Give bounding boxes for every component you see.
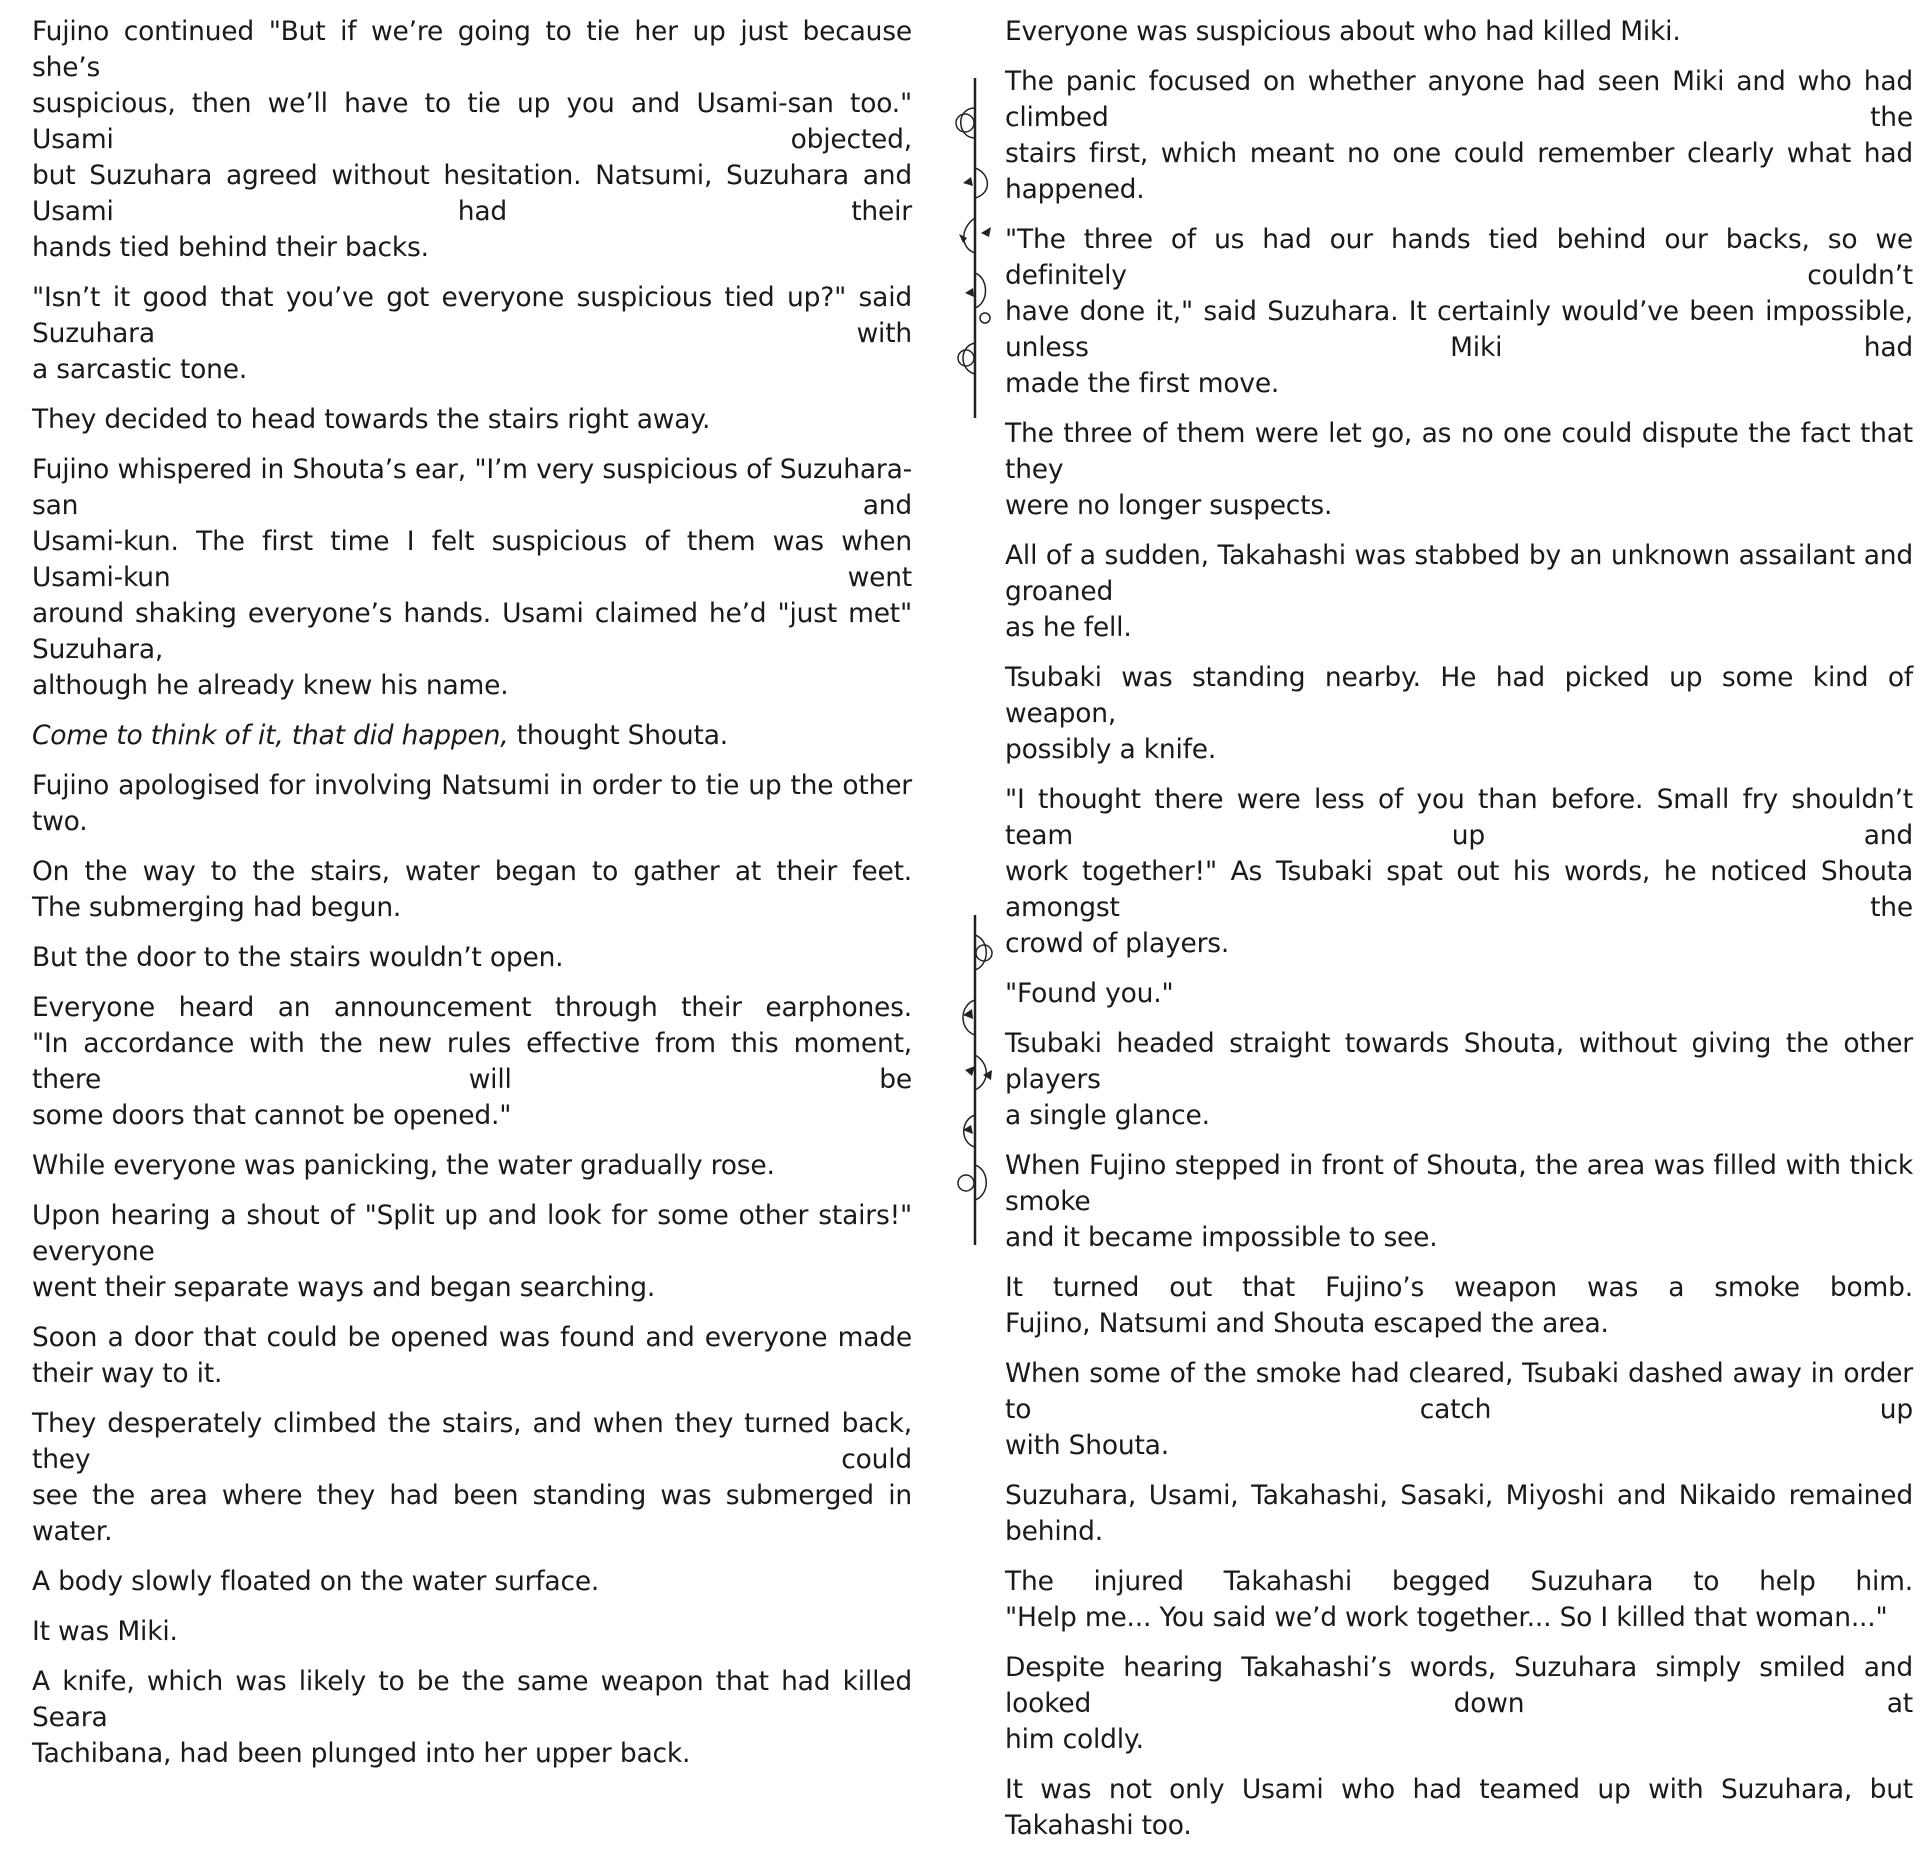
paragraph (32, 280, 912, 388)
right-text-column (1005, 14, 1913, 1858)
text-line: The three of them were let go, as no one could dispute the fact that they (1005, 418, 1913, 485)
paragraph (1005, 14, 1913, 50)
paragraph (1005, 222, 1913, 402)
vine-flourish-icon (945, 915, 1005, 1245)
paragraph (32, 452, 912, 704)
text-line: were no longer suspects. (1005, 490, 1333, 521)
text-line: Tsubaki was standing nearby. He had picked up some kind of weapon, (1005, 662, 1913, 729)
text-line: hands tied behind their backs. (32, 232, 429, 263)
text-line: a sarcastic tone. (32, 354, 248, 385)
text-line: A knife, which was likely to be the same weapon that had killed Seara (32, 1666, 912, 1733)
text-line: and it became impossible to see. (1005, 1222, 1438, 1253)
text-line: "Help me... You said we’d work together... So I killed that woman..." (1005, 1602, 1888, 1633)
text-line: "In accordance with the new rules effective from this moment, there will be (32, 1028, 912, 1095)
text-line: Suzuhara, Usami, Takahashi, Sasaki, Miyoshi and Nikaido remained behind. (1005, 1480, 1913, 1547)
text-line: Tachibana, had been plunged into her upper back. (32, 1738, 691, 1769)
thought-attribution: thought Shouta. (508, 720, 728, 751)
text-line: Fujino whispered in Shouta’s ear, "I’m very suspicious of Suzuhara-san and (32, 454, 912, 521)
paragraph (32, 1664, 912, 1772)
text-line: possibly a knife. (1005, 734, 1217, 765)
paragraph (32, 854, 912, 926)
text-line: They desperately climbed the stairs, and when they turned back, they could (32, 1408, 912, 1475)
paragraph (32, 1406, 912, 1550)
text-line: But the door to the stairs wouldn’t open. (32, 942, 564, 973)
text-line: Tsubaki headed straight towards Shouta, without giving the other players (1005, 1028, 1913, 1095)
text-line: The injured Takahashi begged Suzuhara to help him. (1005, 1566, 1913, 1597)
text-line: The panic focused on whether anyone had seen Miki and who had climbed the (1005, 66, 1913, 133)
text-line: It was Miki. (32, 1616, 178, 1647)
text-line: went their separate ways and began searching. (32, 1272, 656, 1303)
text-line: A body slowly floated on the water surface. (32, 1566, 600, 1597)
text-line: Everyone was suspicious about who had killed Miki. (1005, 16, 1681, 47)
paragraph (32, 1614, 912, 1650)
paragraph (1005, 538, 1913, 646)
text-line: "The three of us had our hands tied behind our backs, so we definitely couldn’t (1005, 224, 1913, 291)
paragraph (1005, 416, 1913, 524)
paragraph (1005, 782, 1913, 962)
paragraph (1005, 660, 1913, 768)
paragraph (1005, 1564, 1913, 1636)
paragraph (1005, 1026, 1913, 1134)
text-line: The submerging had begun. (32, 892, 402, 923)
text-line: Usami-kun. The first time I felt suspicious of them was when Usami-kun went (32, 526, 912, 593)
text-line: "Found you." (1005, 978, 1174, 1009)
text-line: While everyone was panicking, the water gradually rose. (32, 1150, 775, 1181)
text-line: They decided to head towards the stairs right away. (32, 404, 711, 435)
text-line: with Shouta. (1005, 1430, 1169, 1461)
paragraph (1005, 1478, 1913, 1550)
paragraph (1005, 1356, 1913, 1464)
paragraph (32, 768, 912, 840)
text-line: but Suzuhara agreed without hesitation. Natsumi, Suzuhara and Usami had their (32, 160, 912, 227)
text-line: crowd of players. (1005, 928, 1230, 959)
paragraph (32, 1148, 912, 1184)
text-line: Despite hearing Takahashi’s words, Suzuhara simply smiled and looked down at (1005, 1652, 1913, 1719)
paragraph (32, 718, 912, 754)
text-line: a single glance. (1005, 1100, 1210, 1131)
text-line: All of a sudden, Takahashi was stabbed by an unknown assailant and groaned (1005, 540, 1913, 607)
text-line: Fujino apologised for involving Natsumi in order to tie up the other two. (32, 770, 912, 837)
text-line: Everyone heard an announcement through their earphones. (32, 992, 912, 1023)
text-line: have done it," said Suzuhara. It certainly would’ve been impossible, unless Miki had (1005, 296, 1913, 363)
text-line: When Fujino stepped in front of Shouta, the area was filled with thick smoke (1005, 1150, 1913, 1217)
vine-flourish-icon (945, 78, 1005, 418)
paragraph (1005, 976, 1913, 1012)
text-line: their way to it. (32, 1358, 223, 1389)
text-line: When some of the smoke had cleared, Tsubaki dashed away in order to catch up (1005, 1358, 1913, 1425)
paragraph (1005, 1650, 1913, 1758)
text-line: stairs first, which meant no one could remember clearly what had happened. (1005, 138, 1913, 205)
text-line: Fujino, Natsumi and Shouta escaped the area. (1005, 1308, 1609, 1339)
paragraph (1005, 64, 1913, 208)
paragraph (1005, 1148, 1913, 1256)
paragraph (32, 1198, 912, 1306)
text-line: him coldly. (1005, 1724, 1144, 1755)
paragraph (32, 402, 912, 438)
text-line: Soon a door that could be opened was found and everyone made (32, 1322, 912, 1353)
paragraph (32, 1564, 912, 1600)
text-line: It was not only Usami who had teamed up with Suzuhara, but Takahashi too. (1005, 1774, 1913, 1841)
text-line: see the area where they had been standing was submerged in water. (32, 1480, 912, 1547)
paragraph (32, 14, 912, 266)
paragraph (1005, 1772, 1913, 1844)
text-line: On the way to the stairs, water began to gather at their feet. (32, 856, 912, 887)
text-line: "I thought there were less of you than before. Small fry shouldn’t team up and (1005, 784, 1913, 851)
paragraph (32, 1320, 912, 1392)
text-line: as he fell. (1005, 612, 1132, 643)
text-line: "Isn’t it good that you’ve got everyone suspicious tied up?" said Suzuhara with (32, 282, 912, 349)
text-line: some doors that cannot be opened." (32, 1100, 512, 1131)
text-line: It turned out that Fujino’s weapon was a smoke bomb. (1005, 1272, 1913, 1303)
text-line: suspicious, then we’ll have to tie up you and Usami-san too." Usami objected, (32, 88, 912, 155)
text-line: work together!" As Tsubaki spat out his words, he noticed Shouta amongst the (1005, 856, 1913, 923)
text-line: Fujino continued "But if we’re going to tie her up just because she’s (32, 16, 912, 83)
paragraph (1005, 1270, 1913, 1342)
text-line (32, 718, 912, 754)
text-line: although he already knew his name. (32, 670, 509, 701)
left-text-column (32, 14, 912, 1786)
italic-thought: Come to think of it, that did happen, (32, 720, 509, 751)
text-line: Upon hearing a shout of "Split up and look for some other stairs!" everyone (32, 1200, 912, 1267)
text-line: made the first move. (1005, 368, 1280, 399)
text-line: around shaking everyone’s hands. Usami claimed he’d "just met" Suzuhara, (32, 598, 912, 665)
paragraph (32, 940, 912, 976)
paragraph (32, 990, 912, 1134)
